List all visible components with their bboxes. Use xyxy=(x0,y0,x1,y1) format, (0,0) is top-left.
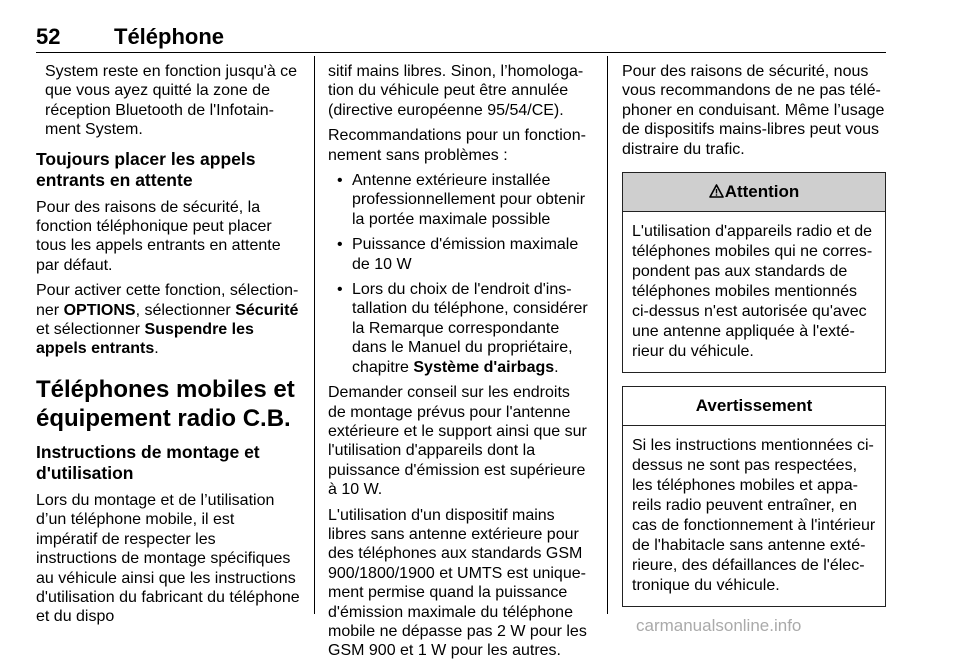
column-right xyxy=(622,62,886,607)
page-title: Téléphone xyxy=(114,24,225,49)
watermark: carmanualsonline.info xyxy=(636,616,802,635)
text-run: . xyxy=(554,358,559,376)
column-middle xyxy=(328,62,592,667)
paragraph: Pour des raisons de sécurité, nous vous recommandons de ne pas téléphoner en conduisant. Même l’usage de dispositifs mains-libres peut vous distraire du trafic. xyxy=(622,63,885,158)
attention-header xyxy=(623,173,885,212)
text-run: . xyxy=(154,340,159,358)
menu-term: OPTIONS xyxy=(63,301,136,319)
warning-header xyxy=(623,387,885,426)
paragraph: sitif mains libres. Sinon, l’homologation du véhicule peut être annulée (directive européenne 95/54/CE). xyxy=(328,63,584,119)
attention-box xyxy=(622,172,886,373)
text-run: et sélectionner xyxy=(36,321,145,339)
paragraph: Demander conseil sur les endroits de montage prévus pour l'antenne extérieure et le support ainsi que sur l'utilisation d'appareils dont la puissance d'émission est supérieure à 10 W. xyxy=(328,384,587,499)
text-run: , sélectionner xyxy=(135,301,236,319)
warning-box xyxy=(622,386,886,607)
paragraph: Recommandations pour un fonctionnement sans problèmes : xyxy=(328,127,586,164)
menu-term: Sécurité xyxy=(235,301,299,319)
paragraph: Pour des raisons de sécurité, la fonction téléphonique peut placer tous les appels entrants en attente par défaut. xyxy=(36,198,281,274)
paragraph: Lors du montage et de l’utilisation d’un téléphone mobile, il est impératif de respecter les instructions de montage spécifiques au véhicule ainsi que les instructions d'utilisation du fabricant du téléphone et du dispo xyxy=(36,491,300,626)
bullet-list xyxy=(328,171,592,377)
paragraph xyxy=(36,281,300,359)
list-item: • Antenne extérieure installée professionnellement pour obtenir la portée maximale possible xyxy=(328,171,592,229)
chapter-heading: Téléphones mobiles et équipement radio C.B. xyxy=(36,375,295,432)
attention-title: Attention xyxy=(724,182,800,202)
column-divider xyxy=(314,56,315,614)
section-heading: Instructions de montage et d'utilisation xyxy=(36,441,260,483)
paragraph: L'utilisation d'un dispositif mains libres sans antenne extérieure pour des téléphones aux standards GSM 900/1800/1900 et UMTS est uniquement permise quand la puissance d'émission maximale du téléphone mobile ne dépasse pas 2 W pour les GSM 900 et 1 W pour les autres. xyxy=(328,506,587,660)
attention-body: L'utilisation d'appareils radio et de téléphones mobiles qui ne correspondent pas aux standards de téléphones mobiles mentionnés ci-dessus n'est autorisée qu'avec une antenne appliquée à l'extérieur du véhicule. xyxy=(632,223,873,361)
menu-term: Suspendre les appels entrants xyxy=(36,321,254,358)
paragraph: System reste en fonction jusqu'à ce que vous ayez quitté la zone de réception Bluetooth de l'Infotainment System. xyxy=(45,63,298,139)
warning-triangle-icon xyxy=(709,174,724,212)
column-divider xyxy=(607,56,608,614)
text-run: Pour activer cette fonction, sélectionner xyxy=(36,282,299,319)
page-number: 52 xyxy=(36,24,61,49)
chapter-reference: Système d'airbags xyxy=(413,358,555,376)
warning-title: Avertissement xyxy=(695,396,813,416)
text-run: Lors du choix de l'endroit d'installation du téléphone, considérer la Remarque correspondante dans le Manuel du propriétaire, chapitre xyxy=(352,281,588,376)
list-item: • Puissance d'émission maximale de 10 W xyxy=(328,235,592,274)
section-heading: Toujours placer les appels entrants en attente xyxy=(36,148,256,190)
warning-body: Si les instructions mentionnées ci-dessus ne sont pas respectées, les téléphones mobiles et appareils radio peuvent entraîner, en cas de fonctionnement à l'intérieur de l'habitacle sans antenne extérieure, des défaillances de l'électronique du véhicule. xyxy=(632,437,876,595)
list-item xyxy=(328,280,592,377)
page-header xyxy=(36,22,886,53)
column-left xyxy=(36,62,300,633)
